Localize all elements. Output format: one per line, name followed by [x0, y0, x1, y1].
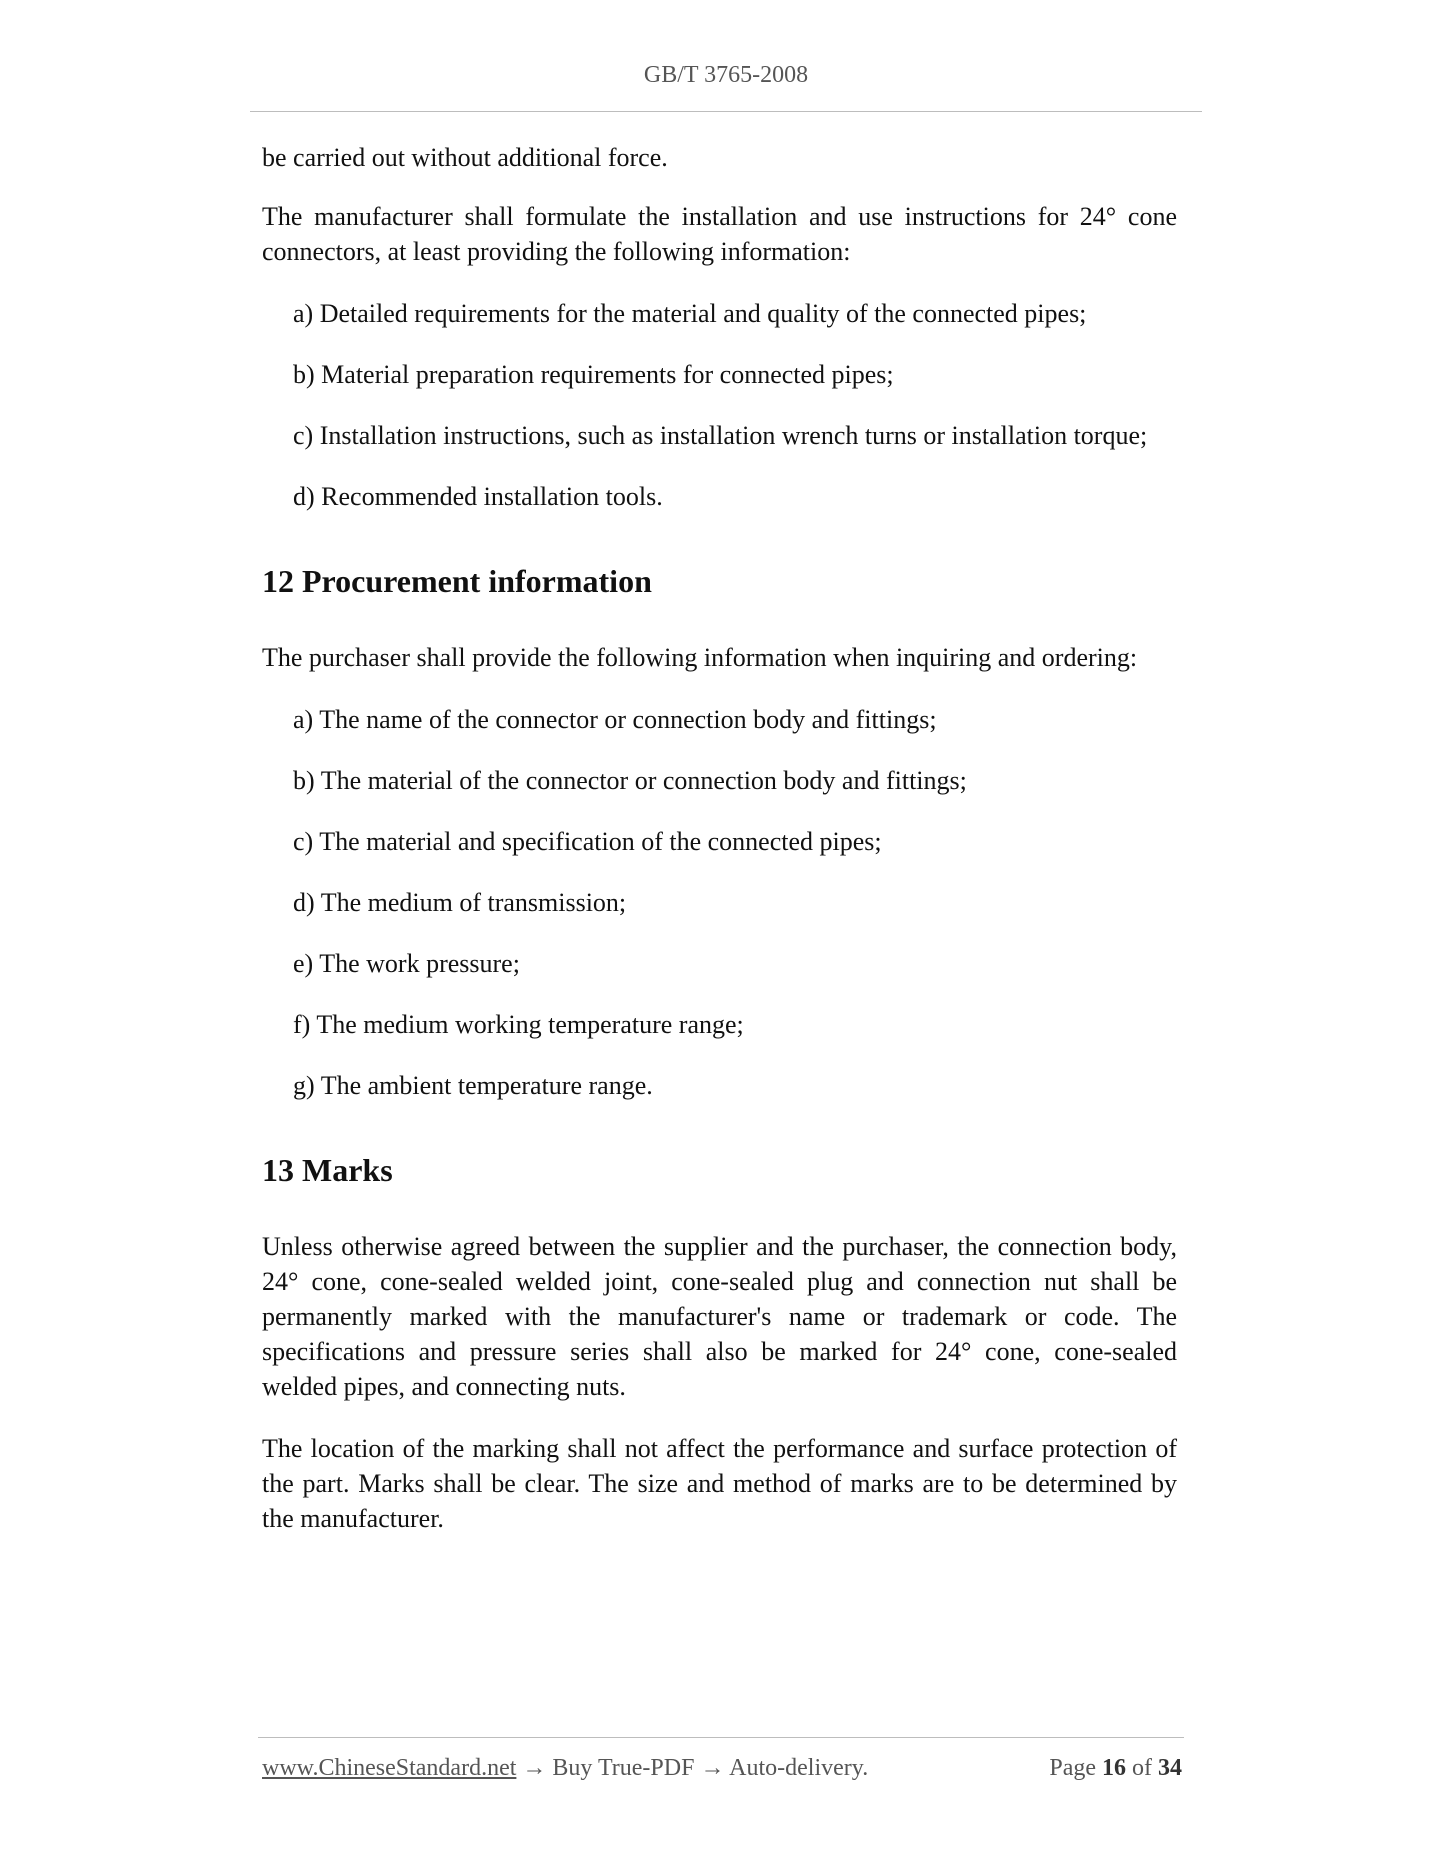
auto-delivery-text: Auto-delivery. — [729, 1755, 869, 1781]
procurement-intro: The purchaser shall provide the following information when inquiring and ordering: — [262, 643, 1138, 672]
page-number — [1049, 1755, 1182, 1782]
list-item: a) The name of the connector or connection body and fittings; — [293, 705, 937, 734]
list-item: b) Material preparation requirements for connected pipes; — [293, 360, 894, 389]
list-item: d) The medium of transmission; — [293, 888, 627, 917]
list-item: e) The work pressure; — [293, 949, 520, 978]
page-of-label: of — [1132, 1755, 1152, 1781]
document-id: GB/T 3765-2008 — [643, 62, 809, 88]
buy-pdf-text: Buy True-PDF — [552, 1755, 695, 1781]
list-item: d) Recommended installation tools. — [293, 482, 663, 511]
list-item: f) The medium working temperature range; — [293, 1010, 744, 1039]
total-pages: 34 — [1158, 1755, 1182, 1781]
page-body — [262, 140, 1177, 1563]
instruction-list — [262, 296, 1177, 514]
list-item: c) The material and specification of the connected pipes; — [293, 827, 882, 856]
header-divider — [250, 111, 1202, 112]
site-link[interactable]: www.ChineseStandard.net — [262, 1755, 517, 1781]
marks-paragraph-1: Unless otherwise agreed between the supplier and the purchaser, the connection body, 24° cone, cone-sealed welded joint, cone-sealed plug and connection nut shall be permanently marked with the manufacturer's name or trademark or code. The specifications and pressure series shall also be marked for 24° cone, cone-sealed welded pipes, and connecting nuts. — [262, 1232, 1177, 1401]
list-item: g) The ambient temperature range. — [293, 1071, 653, 1100]
list-item: c) Installation instructions, such as installation wrench turns or installation torque; — [293, 421, 1148, 450]
section-heading-marks: 13 Marks — [262, 1152, 393, 1188]
list-item: b) The material of the connector or connection body and fittings; — [293, 766, 967, 795]
page-footer — [262, 1755, 1182, 1782]
continued-paragraph: be carried out without additional force. — [262, 143, 668, 172]
arrow-right-icon: → — [522, 1755, 547, 1781]
instructions-intro: The manufacturer shall formulate the installation and use instructions for 24° cone connectors, at least providing the following information: — [262, 202, 1177, 266]
arrow-right-icon: → — [700, 1755, 725, 1781]
footer-divider — [258, 1737, 1184, 1738]
page-label: Page — [1049, 1755, 1096, 1781]
current-page: 16 — [1102, 1755, 1126, 1781]
procurement-list — [262, 702, 1177, 1103]
section-heading-procurement: 12 Procurement information — [262, 563, 652, 599]
running-header — [250, 62, 1202, 89]
marks-paragraph-2: The location of the marking shall not affect the performance and surface protection of the part. Marks shall be clear. The size and method of marks are to be determined by the manufacturer. — [262, 1434, 1177, 1533]
list-item: a) Detailed requirements for the material and quality of the connected pipes; — [293, 299, 1087, 328]
